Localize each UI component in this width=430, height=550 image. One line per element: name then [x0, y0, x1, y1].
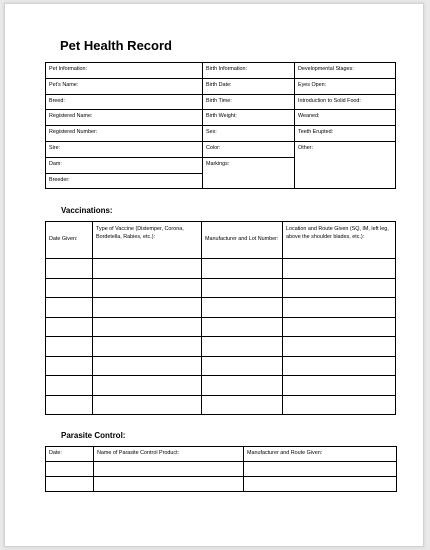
table-cell[interactable] [283, 317, 396, 337]
table-row [46, 337, 396, 357]
table-cell[interactable] [283, 337, 396, 357]
table-row [46, 259, 396, 279]
info-cell-solid-food[interactable]: Introduction to Solid Food: [295, 94, 396, 110]
info-cell-pets-name[interactable]: Pet's Name: [46, 78, 203, 94]
table-cell[interactable] [202, 259, 283, 279]
vaccination-header-type: Type of Vaccine (Distemper, Corona, Bordetella, Rabies, etc.): [93, 222, 202, 259]
parasite-header-date: Date: [46, 447, 94, 462]
table-cell[interactable] [46, 298, 93, 318]
table-cell[interactable] [283, 298, 396, 318]
table-cell[interactable] [46, 337, 93, 357]
info-cell-birth-weight[interactable]: Birth Weight: [203, 110, 295, 126]
vaccination-header-manufacturer: Manufacturer and Lot Number: [202, 222, 283, 259]
table-cell[interactable] [94, 462, 244, 477]
info-cell-pet-information[interactable]: Pet Information: [46, 63, 203, 79]
table-row [46, 376, 396, 396]
table-cell[interactable] [93, 317, 202, 337]
table-row [46, 477, 397, 492]
table-cell[interactable] [93, 337, 202, 357]
info-cell-registered-number[interactable]: Registered Number: [46, 126, 203, 142]
table-cell[interactable] [93, 356, 202, 376]
info-cell-developmental-stages[interactable]: Developmental Stages: [295, 63, 396, 79]
table-cell[interactable] [283, 259, 396, 279]
table-cell[interactable] [93, 395, 202, 415]
info-cell-birth-date[interactable]: Birth Date: [203, 78, 295, 94]
page-title: Pet Health Record [60, 38, 172, 53]
pet-information-table [45, 62, 396, 189]
table-row [46, 356, 396, 376]
info-cell-birth-time[interactable]: Birth Time: [203, 94, 295, 110]
table-cell[interactable] [46, 259, 93, 279]
table-cell[interactable] [244, 477, 397, 492]
info-cell-teeth-erupted[interactable]: Teeth Erupted: [295, 126, 396, 142]
parasite-header-manufacturer: Manufacturer and Route Given: [244, 447, 397, 462]
vaccination-header-location: Location and Route Given (SQ, IM, left leg, above the shoulder blades, etc.): [283, 222, 396, 259]
table-cell[interactable] [94, 477, 244, 492]
table-row [46, 317, 396, 337]
vaccinations-heading: Vaccinations: [61, 206, 113, 215]
table-row [46, 462, 397, 477]
info-cell-eyes-open[interactable]: Eyes Open: [295, 78, 396, 94]
table-cell[interactable] [283, 376, 396, 396]
table-cell[interactable] [283, 395, 396, 415]
info-cell-sire[interactable]: Sire: [46, 141, 203, 157]
table-cell[interactable] [202, 317, 283, 337]
table-cell[interactable] [283, 278, 396, 298]
table-cell[interactable] [93, 298, 202, 318]
table-cell[interactable] [202, 298, 283, 318]
info-cell-other[interactable]: Other: [295, 141, 396, 188]
table-cell[interactable] [93, 278, 202, 298]
info-cell-breed[interactable]: Breed: [46, 94, 203, 110]
info-cell-registered-name[interactable]: Registered Name: [46, 110, 203, 126]
table-cell[interactable] [46, 462, 94, 477]
info-cell-weaned[interactable]: Weaned: [295, 110, 396, 126]
table-cell[interactable] [202, 395, 283, 415]
vaccination-header-date: Date Given: [46, 222, 93, 259]
info-cell-breeder[interactable]: Breeder: [46, 173, 203, 189]
table-cell[interactable] [46, 278, 93, 298]
info-cell-dam[interactable]: Dam: [46, 157, 203, 173]
info-cell-birth-information[interactable]: Birth Information: [203, 63, 295, 79]
info-cell-color[interactable]: Color: [203, 141, 295, 157]
table-cell[interactable] [46, 317, 93, 337]
parasite-control-heading: Parasite Control: [61, 431, 126, 440]
parasite-header-product: Name of Parasite Control Product: [94, 447, 244, 462]
table-cell[interactable] [46, 376, 93, 396]
table-cell[interactable] [93, 259, 202, 279]
table-cell[interactable] [202, 356, 283, 376]
table-cell[interactable] [46, 477, 94, 492]
table-row [46, 298, 396, 318]
vaccinations-table [45, 221, 396, 415]
table-row [46, 278, 396, 298]
table-cell[interactable] [46, 395, 93, 415]
table-cell[interactable] [93, 376, 202, 396]
table-cell[interactable] [283, 356, 396, 376]
table-cell[interactable] [202, 337, 283, 357]
table-cell[interactable] [202, 376, 283, 396]
info-cell-markings[interactable]: Markings: [203, 157, 295, 189]
table-cell[interactable] [244, 462, 397, 477]
table-cell[interactable] [202, 278, 283, 298]
table-row [46, 395, 396, 415]
parasite-control-table [45, 446, 397, 492]
table-cell[interactable] [46, 356, 93, 376]
info-cell-sex[interactable]: Sex: [203, 126, 295, 142]
